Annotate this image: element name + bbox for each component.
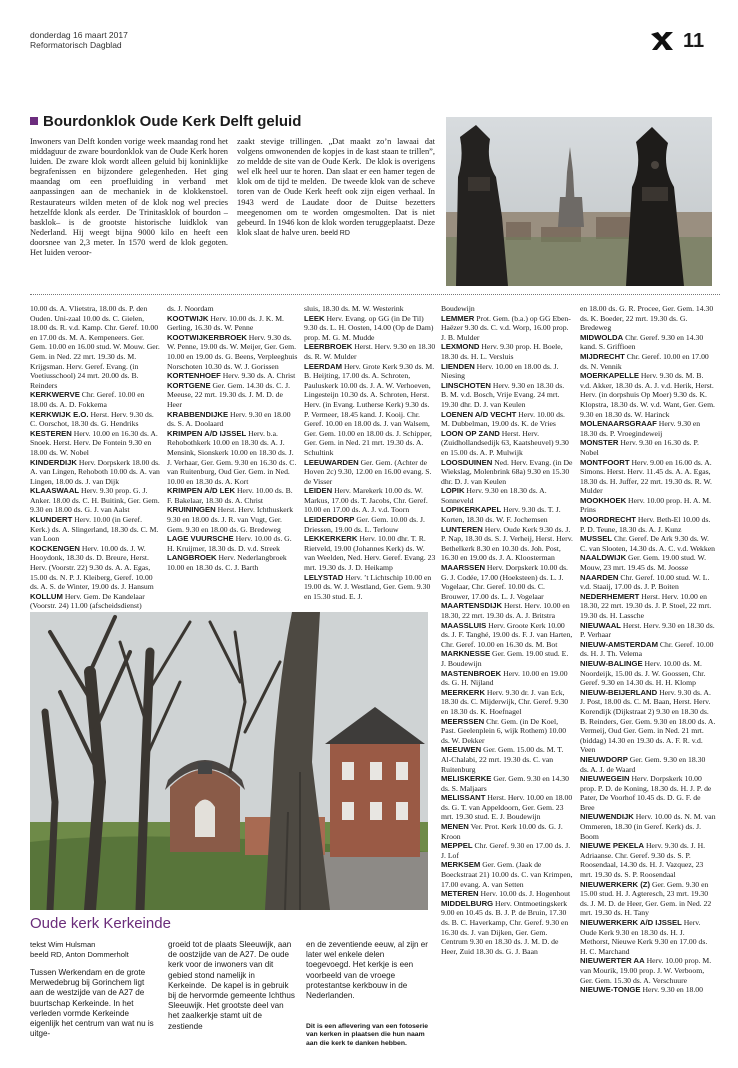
list-item: MONSTER Herv. 9.30 en 16.30 ds. P. Nobel <box>580 438 699 457</box>
list-item: MEERKERK Herv. 9.30 dr. J. van Eck, 18.30 ds. C. Mijderwijk, Chr. Geref. 9.30 en 18.30 ds. K. Hoefnagel <box>441 687 569 716</box>
list-item: LEERBROEK Herst. Herv. 9.30 en 18.30 ds. R. W. Mulder <box>304 342 436 361</box>
newspaper-logo-icon <box>649 30 675 52</box>
church-list-column-4 <box>441 304 573 956</box>
article-paragraph: Tussen Werkendam en de grote Merwedebrug bij Gorinchem ligt aan de westzijde van de A27 de buurtschap Kerkeinde. In het verleden vormde Kerkeinde eigenlijk het centrum van wat nu is uitge- <box>30 968 154 1039</box>
photo-credit: beeld RD <box>320 229 350 237</box>
church-list-column-1 <box>30 304 162 611</box>
list-item: NAARDEN Chr. Geref. 10.00 stud. W. L. v.d. Staaij, 17.00 ds. J. P. Boiten <box>580 572 710 592</box>
list-item: LEEK Herv. Evang. op GG (in De Til) 9.30 ds. L. H. Oosten, 14.00 (Op de Dam) prop. M. G. M. Mudde <box>304 313 434 342</box>
article-paragraph: en de zeventiende eeuw, al zijn er later wel enkele delen toegevoegd. Het kerkje is een voorbeeld van de vroege protestantse kerkbouw in de Nederlanden. <box>306 940 428 1001</box>
list-item: en 18.00 ds. G. R. Procee, Ger. Gem. 14.30 ds. K. Boeder, 22 mrt. 19.30 ds. G. Bredeweg <box>580 304 714 333</box>
list-item: NAALDWIJK Ger. Gem. 19.00 stud. W. Mouw, 23 mrt. 19.45 ds. M. Joosse <box>580 553 706 573</box>
list-item: MOORDRECHT Herv. Beth-El 10.00 ds. P. D. Teunе, 18.30 ds. A. J. Kunz <box>580 515 711 534</box>
kerkeinde-church-photo <box>30 612 428 910</box>
list-item: NIEUWERKERK A/D IJSSEL Herv. Oude Kerk 9.30 en 18.30 ds. H. J. Methorst, Nieuwe Kerk 9.30 en 17.00 ds. H. C. Marchand <box>580 918 708 956</box>
list-item: NIEUWAAL Herst. Herv. 9.30 en 18.30 ds. P. Verhaar <box>580 620 715 640</box>
article-column-1 <box>30 968 158 1039</box>
list-item: MIDWOLDA Chr. Geref. 9.30 en 14.30 kand. S. Griffioen <box>580 332 704 352</box>
church-list-column-2 <box>167 304 299 573</box>
list-item: NIEUWEGEIN Herv. Dorpskerk 10.00 prop. P. D. de Koning, 18.30 ds. H. J. P. de Pater, De Voorhof 10.45 ds. D. G. F. de Bree <box>580 774 712 812</box>
list-item: MERKSEM Ger. Gem. (Jaak de Boeckstraat 21) 10.00 ds. C. van Krimpen, 17.00 evang. A. van Setten <box>441 860 573 889</box>
list-item: MEERSSEN Chr. Gem. (in De Koel, Past. Geelenplein 6, wijk Rothem) 10.00 ds. W. Dekker <box>441 716 567 745</box>
list-item: MAASSLUIS Herv. Groote Kerk 10.00 ds. J. F. Tanghé, 19.00 ds. F. J. van Harten, Chr. Geref. 10.00 en 16.30 ds. M. Bot <box>441 620 573 649</box>
list-item: LEIDEN Herv. Marekerk 10.00 ds. W. Markus, 17.00 ds. T. Jacobs, Chr. Geref. 10.00 en 17.00 ds. A. J. v.d. Toorn <box>304 486 428 515</box>
list-item: NIEUW-AMSTERDAM Chr. Geref. 10.00 ds. H. J. Th. Velema <box>580 639 714 659</box>
list-item: KERKWERVE Chr. Geref. 10.00 en 18.00 ds. A. D. Fokkema <box>30 390 145 409</box>
list-item: KLUNDERT Herv. 10.00 (in Geref. Kerk.) ds. A. Slingerland, 18.30 ds. C. M. van Loon <box>30 515 159 544</box>
list-item: NIEUWDORP Ger. Gem. 9.30 en 18.30 ds. A. J. de Waard <box>580 754 706 774</box>
list-item: NIEUWENDIJK Herv. 10.00 ds. N. M. van Ommeren, 18.30 (in Geref. Kerk) ds. J. Boom <box>580 812 716 841</box>
list-item: MEEUWEN Ger. Gem. 15.00 ds. M. T. Al-Chalabi, 22 mrt. 19.30 ds. C. van Ruitenburg <box>441 745 564 774</box>
list-item: LELYSTAD Herv. ’t Lichtschip 10.00 en 19.00 ds. W. J. Westland, Ger. Gem. 9.30 en 15.30 stud. E. J. <box>304 572 432 601</box>
list-item: LEERDAM Herv. Grote Kerk 9.30 ds. M. B. Heijting, 17.00 ds. A. Schroten, Pauluskerk 10.00 ds. J. A. W. Verhoeven, Lingesteijn 10.30 ds. A. Schroten, Herst. Herv. (in Evang. Lutherse Kerk) 9.30 ds. P. Vermeer, 18.45 kand. J. Kooij. Chr. Geref. 10.00 en 18.00 ds. J. van Walsem, Ger. Gem. 10.00 en 18.00 ds. J. Schipper, Ger. Gem. in Ned. 21 mrt. 19.30 ds. A. Schultink <box>304 361 435 457</box>
list-item: KRABBENDIJKE Herv. 9.30 en 18.00 ds. S. A. Doolaard <box>167 409 291 429</box>
series-note: Dit is een aflevering van een fotoserie van kerken in plaatsen die hun naam aan die kerk te danken hebben. <box>306 1023 429 1047</box>
list-item: LEEUWARDEN Ger. Gem. (Achter de Hoven 2c) 9.30, 12.00 en 16.00 evang. S. de Visser <box>304 457 432 486</box>
list-item: NEDERHEMERT Herst. Herv. 10.00 en 18.30, 22 mrt. 19.30 ds. J. P. Stoel, 22 mrt. 19.30 ds. H. Lassche <box>580 591 712 620</box>
list-item: Boudewijn <box>441 304 475 313</box>
article-column-3 <box>306 940 428 1001</box>
issue-date: donderdag 16 maart 2017 <box>30 30 128 40</box>
newspaper-name: Reformatorisch Dagblad <box>30 40 122 50</box>
list-item: ds. J. Noordam <box>167 304 214 313</box>
list-item: NIEUWERTER AA Herv. 10.00 prop. M. van Mourik, 19.00 prop. J. W. Verboom, Ger. Gem. 15.30 ds. A. Verschuure <box>580 956 712 985</box>
list-item: MAARSSEN Herv. Dorpskerk 10.00 ds. G. J. Codée, 17.00 (Hoeksteen) ds. L. J. Vogelaar, Chr. Geref. 10.00 ds. C. Brouwer, 17.00 ds. L. J. Vogelaar <box>441 563 568 601</box>
article-text: zaakt stevige trillingen. „Dat maakt zo’n lawaai dat volgens omwonenden de kopjes in de kast staan te trillen”, zo meldde de site van de Oude Kerk. De klok is overigens wel elk heel uur te horen. Dan slaat er een hamer tegen de klok om de tijd te melden. De tweede klok van de scheve toren van de Oude Kerk heeft ook zijn eigen verhaal. In 1943 werd de Laudate door de Duitse bezetters meegenomen om te worden omgesmolten. Dat is niet gebeurd. In 1946 kon de klok worden teruggeplaatst. Deze klok slaat de halve uren. <box>237 137 435 237</box>
list-item: 10.00 ds. A. Vlietstra, 18.00 ds. P. den Ouden. Uni-zaal 10.00 ds. C. Gielen, 18.00 ds. R. v.d. Kamp. Chr. Geref. 10.00 en 17.00 ds. M. A. Kempeneers. Ger. Gem. 10.00 en 16.00 stud. W. Mouw. Ger. Gem. in Ned. 22 mrt. 19.30 ds. M. Krijgsman. Herv. Geref. Evang. (in Voetiusschool) 24 mrt. 20.00 ds. B. Reinders <box>30 304 160 390</box>
list-item: MASTENBROEK Herv. 10.00 en 19.00 ds. G. H. Nijland <box>441 668 568 688</box>
list-item: KORTENHOEF Herv. 9.30 ds. A. Christ <box>167 371 296 381</box>
list-item: LAGE VUURSCHE Herv. 10.00 ds. G. H. Kruijmer, 18.30 ds. D. v.d. Streek <box>167 534 292 553</box>
article-column-2 <box>237 137 435 239</box>
list-item: LOPIK Herv. 9.30 en 18.30 ds. A. Sonneveld <box>441 486 547 505</box>
list-item: KRIMPEN A/D LEK Herv. 10.00 ds. B. F. Bakelaar, 18.30 ds. A. Christ <box>167 486 293 505</box>
text-credit: tekst Wim Hulsman <box>30 940 96 949</box>
list-item: KRUININGEN Herst. Herv. Ichthuskerk 9.30 en 18.00 ds. J. R. van Vugt, Ger. Gem. 9.30 en 18.00 ds. G. Bredeweg <box>167 505 294 534</box>
list-item: LOPIKERKAPEL Herv. 9.30 ds. T. J. Korten, 18.30 ds. W. F. Jochemsen <box>441 505 561 525</box>
list-item: MELISSANT Herst. Herv. 10.00 en 18.00 ds. G. T. van Appeldoorn, Ger. Gem. 23 mrt. 19.30 stud. E. J. Boudewijn <box>441 793 573 822</box>
list-item: NIEUWE-TONGE Herv. 9.30 en 18.00 <box>580 985 703 995</box>
list-item: KERKWIJK E.O. Herst. Herv. 9.30 ds. C. Oorschot, 18.30 ds. G. Hendriks <box>30 409 154 429</box>
list-item: KOCKENGEN Herv. 10.00 ds. J. W. Hooydonk, 18.30 ds. D. Breure, Herst. Herv. (Voorstr. 22) 9.30 ds. A. A. Egas, 15.00 ds. N. P. J. Kleiberg, Geref. 10.00 ds. A. S. de Winter, 19.00 ds. J. Hansum <box>30 543 154 592</box>
page-number: 11 <box>683 30 705 52</box>
list-item: LOENEN A/D VECHT Herv. 10.00 ds. M. Dubbelman, 19.00 ds. K. de Vries <box>441 409 565 429</box>
list-item: MEPPEL Chr. Geref. 9.30 en 17.00 ds. J. J. Lof <box>441 841 571 860</box>
list-item: KESTEREN Herv. 10.00 en 16.30 ds. A. Snoek. Herst. Herv. De Fontein 9.30 en 18.00 ds. W. Nobel <box>30 428 158 457</box>
list-item: KLAASWAAL Herv. 9.30 prop. G. J. Anker. 18.00 ds. C. H. Buitink, Ger. Gem. 9.30 en 18.00 ds. G. J. van Aalst <box>30 486 160 515</box>
article-credits <box>30 940 129 959</box>
list-item: LOOSDUINEN Ned. Herv. Evang. (in De Wiekslag, Molenbrink 68a) 9.30 en 15.30 dhr. D. J. van Keulen <box>441 457 573 486</box>
list-item: MIJDRECHT Chr. Geref. 10.00 en 17.00 ds. N. Vennik <box>580 351 709 371</box>
list-item: LIENDEN Herv. 10.00 en 18.00 ds. J. Niesing <box>441 361 559 381</box>
church-bells-photo <box>446 117 712 286</box>
list-item: MOLENAARSGRAAF Herv. 9.30 en 18.30 ds. P. Vroegindeweij <box>580 419 701 438</box>
list-item: NIEUWERKERK (Z) Ger. Gem. 9.30 en 15.00 stud. H. J. Agteresch, 23 mrt. 19.30 ds. J. M. D. de Heer, Ger. Gem. in Ned. 22 mrt. 19.30 ds. H. Tanу <box>580 879 712 918</box>
list-item: KORTGENE Ger. Gem. 14.30 ds. C. J. Meeuse, 22 mrt. 19.30 ds. J. M. D. de Heer <box>167 380 291 409</box>
list-item: NIEUW-BALINGE Herv. 10.00 ds. M. Noordeijk, 15.00 ds. J. W. Goossen, Chr. Geref. 9.30 en 14.30 ds. H. H. Klomp <box>580 658 706 688</box>
list-item: LOON OP ZAND Herst. Herv. (Zuidhollandsedijk 63, Kaatsheuvel) 9.30 en 15.00 ds. A. P. Mulwijk <box>441 428 569 457</box>
article-paragraph: Inwoners van Delft konden vorige week maandag rond het middaguur de zware bourdonklok van de Oude Kerk horen luiden. De zware klok wordt alleen geluid bij koninklijke begrafenissen en bijzondere gelegenheden. Het ging maandag om een proefluiding in verband met aanpassingen aan de mechaniek in de klokkenstoel. Restaurateurs wilden meten of de klok nog wel precies hetzelfde klonk als eerder. De Trinitasklok of bourdon –basklok– is de grootste historische luidklok van Nederland. Hij weegt bijna 9000 kilo en heeft een doorsnee van 2,3 meter. In 1570 werd de klok gegoten. Het luiden veroor- <box>30 137 228 258</box>
list-item: LINSCHOTEN Herv. 9.30 en 18.30 ds. B. M. v.d. Bosch, Vrije Evang. 24 mrt. 19.30 dhr. D. J. van Keulen <box>441 380 565 409</box>
list-item: MARKNESSE Ger. Gem. 19.00 stud. E. J. Boudewijn <box>441 649 569 668</box>
article-headline <box>30 113 301 130</box>
list-item: KOOTWIJKERBROEK Herv. 9.30 ds. W. Penne, 19.00 ds. W. Meijer, Ger. Gem. 10.00 en 19.00 ds. G. Beens, Verpleeghuis Norschoten 10.30 ds. W. J. Gorissen <box>167 332 298 371</box>
list-item: MAARTENSDIJK Herst. Herv. 10.00 en 18.30, 22 mrt. 19.30 ds. A. J. Britstra <box>441 601 570 620</box>
list-item: MONTFOORT Herv. 9.00 en 16.00 ds. A. Simons. Herst. Herv. 11.45 ds. A. A. Egas, 18.30 ds. H. Juffer, 22 mrt. 19.30 ds. R. W. Mulder <box>580 457 712 496</box>
article-column-1 <box>30 137 228 258</box>
article-title: Oude kerk Kerkeinde <box>30 915 171 932</box>
list-item: NIEUW-BEIJERLAND Herv. 9.30 ds. A. J. Post, 18.00 ds. C. M. Baan, Herst. Herv. Korendijk (Dijkstraat 2) 9.30 en 18.30 ds. B. Reinders, Ger. Gem. 9.30 en 18.00 ds. A. Vermeij, Oud Ger. Gem. in Ned. 21 mrt. (biddag) 14.30 en 19.30 ds. A. F. R. v.d. Veen <box>580 687 716 755</box>
list-item: MOOKHOEK Herv. 10.00 prop. H. A. M. Prins <box>580 495 712 515</box>
list-item: LUNTEREN Herv. Oude Kerk 9.30 ds. J. P. Nap, 18.30 ds. S. J. Verheij, Herst. Herv. Bethelkerk 8.30 en 10.30 ds. Joh. Post, 16.30 en 19.00 ds. J. A. Kloosterman <box>441 524 573 563</box>
article-column-2 <box>168 940 296 1032</box>
page-header <box>30 30 128 50</box>
section-square-icon <box>30 117 38 125</box>
list-item: MIDDELBURG Herv. Ontmoetingskerk 9.00 en 10.45 ds. B. J. P. de Bruin, 17.30 ds. B. C. Haverkamp, Chr. Geref. 9.30 en 16.30 ds. J. van Dijken, Ger. Gem. Centrum 9.30 en 18.30 ds. J. M. D. de Heer, Zuid 18.30 ds. G. J. Baan <box>441 898 569 956</box>
article-headline-text: Bourdonklok Oude Kerk Delft geluid <box>43 113 302 130</box>
list-item: LEXMOND Herv. 9.30 prop. H. Boele, 18.30 ds. H. L. Versluis <box>441 342 563 361</box>
list-item: LANGBROEK Herv. Nederlangbroek 10.00 en 18.30 ds. C. J. Barth <box>167 553 287 573</box>
church-list-column-3 <box>304 304 436 601</box>
list-item: KRIMPEN A/D IJSSEL Herv. b.a. Rehobothkerk 10.00 en 18.30 ds. A. J. Mensink, Sionskerk 10.00 en 18.30 ds. J. J. Verhaar, Ger. Gem. 9.30 en 16.30 ds. C. van Ruitenburg, Oud Ger. Gem. in Ned. 10.00 en 18.30 ds. A. Kort <box>167 428 297 486</box>
list-item: MOERKAPELLE Herv. 9.30 ds. M. B. v.d. Akker, 18.30 ds. A. J. v.d. Herik, Herst. Herv. (in dorpshuis Op Moer) 9.30 ds. K. Klopstra, 18.30 ds. W. v.d. Want, Ger. Gem. 9.30 en 18.30 ds. W. Harinck <box>580 371 715 419</box>
photo-credit: beeld RD, Anton Dommerholt <box>30 949 129 959</box>
list-item: LEMMER Prot. Gem. (b.a.) op GG Eben-Haëzer 9.30 ds. C. v.d. Worp, 16.00 prop. J. B. Mulder <box>441 313 571 342</box>
church-list-column-5 <box>580 304 716 995</box>
list-item: KINDERDIJK Herv. Dorpskerk 18.00 ds. A. van Lingen, Rehoboth 10.00 ds. A. van Lingen, 18.00 ds. J. van Dijk <box>30 457 160 486</box>
list-item: MELISKERKE Ger. Gem. 9.30 en 14.30 ds. S. Maljaars <box>441 774 569 793</box>
list-item: NIEUWE PEKELA Herv. 9.30 ds. J. H. Adriaanse. Chr. Geref. 9.30 ds. S. P. Roosendaal, 14.30 ds. H. J. Vazquez, 23 mrt. 19.30 ds. S. P. Roosendaal <box>580 841 706 880</box>
list-item: sluis, 18.30 ds. M. W. Westerink <box>304 304 404 313</box>
section-divider <box>30 294 720 295</box>
article-paragraph: groeid tot de plaats Sleeuwijk, aan de oostzijde van de A27. De oude kerk voor de inwoners van dit gebied stond namelijk in Kerkeinde. De kapel is in gebruik bij de hervormde gemeente Ichthus Sleeuwijk. Het grootste deel van het zaalkerkje stamt uit de zestiende <box>168 940 295 1031</box>
list-item: KOOTWIJK Herv. 10.00 ds. J. K. M. Gerling, 16.30 ds. W. Pennе <box>167 313 284 333</box>
article-paragraph <box>237 137 435 239</box>
list-item: LEKKERKERK Herv. 10.00 dhr. T. R. Rietveld, 19.00 (Johannes Kerk) ds. W. van Weelden, Ned. Herv. Geref. Evang. 23 mrt. 19.30 ds. J. D. Heikamp <box>304 534 436 573</box>
list-item: KOLLUM Herv. Gem. De Kandelaar (Voorstr. 24) 11.00 (afscheidsdienst) <box>30 591 145 611</box>
list-item: MUSSEL Chr. Geref. De Ark 9.30 ds. W. C. van Slooten, 14.30 ds. A. C. v.d. Wekken <box>580 534 715 553</box>
list-item: LEIDERDORP Ger. Gem. 10.00 ds. J. Driessen, 19.00 ds. L. Terlouw <box>304 515 425 534</box>
list-item: MENEN Ver. Prot. Kerk 10.00 ds. G. J. Kroon <box>441 822 563 841</box>
list-item: METEREN Herv. 10.00 ds. J. Hogenhout <box>441 889 571 899</box>
